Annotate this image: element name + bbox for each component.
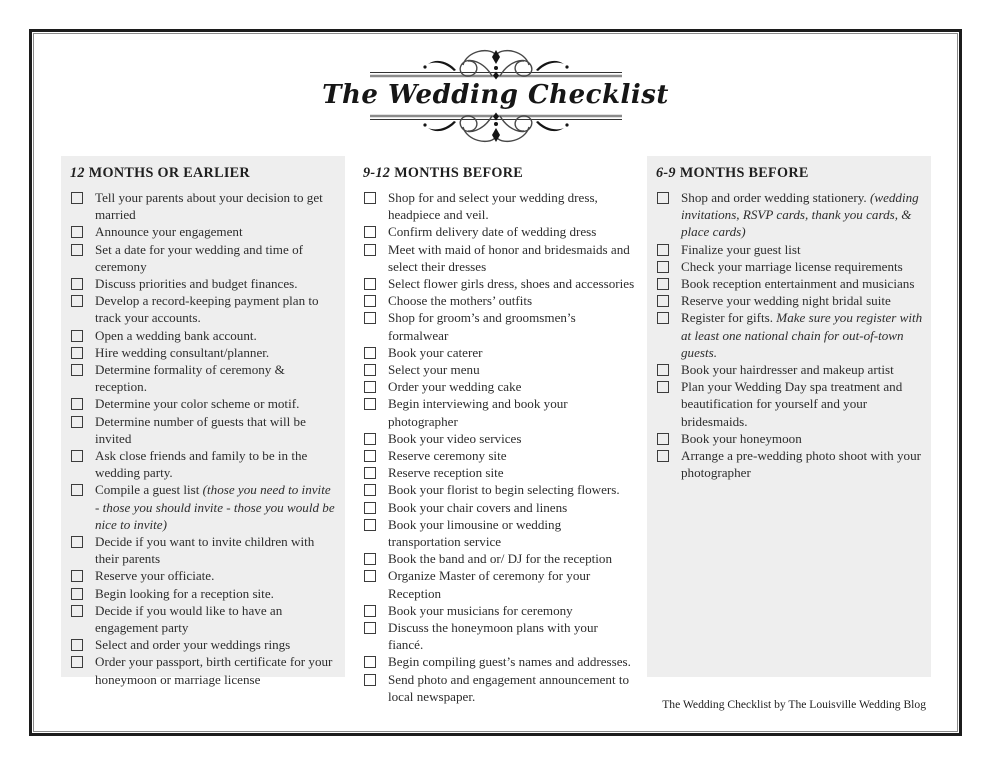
checkbox-icon[interactable] xyxy=(71,588,83,600)
item-text: Order your wedding cake xyxy=(388,379,522,395)
checklist-item xyxy=(69,241,337,275)
checkbox-icon[interactable] xyxy=(657,278,669,290)
checkbox-icon[interactable] xyxy=(364,450,376,462)
item-text: Book reception entertainment and musicians xyxy=(681,276,915,292)
item-text: Reserve ceremony site xyxy=(388,448,507,464)
heading-label: MONTHS BEFORE xyxy=(679,165,809,181)
checkbox-icon[interactable] xyxy=(364,278,376,290)
checklist-item xyxy=(362,653,635,670)
item-text: Order your passport, birth certificate for your honeymoon or marriage license xyxy=(95,654,333,687)
checklist-item xyxy=(69,481,337,533)
checklist-item xyxy=(69,653,337,687)
checklist-item xyxy=(362,292,635,309)
heading-label: MONTHS OR EARLIER xyxy=(88,165,250,181)
checklist-item xyxy=(655,309,923,361)
checklist-item xyxy=(362,241,635,275)
checklist-item xyxy=(69,361,337,395)
masthead xyxy=(322,45,669,147)
item-text: Book your limousine or wedding transportation service xyxy=(388,516,562,550)
checklist-item xyxy=(69,567,337,584)
footer-credit: The Wedding Checklist by The Louisville Wedding Blog xyxy=(662,698,926,711)
checkbox-icon[interactable] xyxy=(364,226,376,238)
item-text: Determine formality of ceremony & reception. xyxy=(95,362,285,395)
heading-number: 9-12 xyxy=(363,165,391,181)
checkbox-icon[interactable] xyxy=(364,433,376,445)
checkbox-icon[interactable] xyxy=(71,295,83,307)
checkbox-icon[interactable] xyxy=(657,450,669,462)
checkbox-icon[interactable] xyxy=(71,536,83,548)
checkbox-icon[interactable] xyxy=(71,226,83,238)
column-heading xyxy=(363,165,635,182)
checkbox-icon[interactable] xyxy=(71,347,83,359)
checklist-item xyxy=(362,516,635,550)
item-text: Decide if you would like to have an engagement party xyxy=(95,602,283,636)
checklist-item xyxy=(69,602,337,636)
checklist-item xyxy=(69,189,337,223)
item-text: Ask close friends and family to be in the wedding party. xyxy=(95,448,308,481)
checklist-item xyxy=(362,602,635,619)
checkbox-icon[interactable] xyxy=(657,381,669,393)
checklist-item xyxy=(362,619,635,653)
checklist-item xyxy=(69,636,337,653)
item-text: Discuss priorities and budget finances. xyxy=(95,276,298,292)
checklist-item xyxy=(655,361,923,378)
item-text: Decide if you want to invite children with their parents xyxy=(95,534,315,567)
checkbox-icon[interactable] xyxy=(364,244,376,256)
item-text: Select and order your weddings rings xyxy=(95,637,291,653)
checklist-item xyxy=(655,258,923,275)
checkbox-icon[interactable] xyxy=(71,416,83,428)
checkbox-icon[interactable] xyxy=(71,570,83,582)
checklist-item xyxy=(655,241,923,258)
item-text: Plan your Wedding Day spa treatment and beautification for yourself and your bridesmaids. xyxy=(681,379,903,429)
checkbox-icon[interactable] xyxy=(71,639,83,651)
column-heading xyxy=(70,165,337,182)
checklist-item xyxy=(655,378,923,430)
item-text: Book the band and or/ DJ for the reception xyxy=(388,551,612,567)
document-page xyxy=(29,29,962,736)
checklist-item xyxy=(362,430,635,447)
item-text: Select your menu xyxy=(388,362,480,378)
checkbox-icon[interactable] xyxy=(657,295,669,307)
item-text: Book your honeymoon xyxy=(681,430,802,446)
item-text: Arrange a pre-wedding photo shoot with your photographer xyxy=(681,448,921,481)
checkbox-icon[interactable] xyxy=(71,656,83,668)
item-text: Reserve your wedding night bridal suite xyxy=(681,293,891,309)
item-text: Choose the mothers’ outfits xyxy=(388,293,533,309)
checkbox-icon[interactable] xyxy=(657,364,669,376)
checkbox-icon[interactable] xyxy=(71,192,83,204)
checklist-item xyxy=(362,464,635,481)
checklist-item xyxy=(362,481,635,498)
checklist-items xyxy=(655,189,923,481)
item-text: Book your chair covers and linens xyxy=(388,499,568,515)
column-heading xyxy=(656,165,923,182)
item-text: Select flower girls dress, shoes and accessories xyxy=(388,276,635,292)
checkbox-icon[interactable] xyxy=(657,244,669,256)
item-text: Check your marriage license requirements xyxy=(681,258,903,274)
checkbox-icon[interactable] xyxy=(71,484,83,496)
checkbox-icon[interactable] xyxy=(364,570,376,582)
item-text: Reserve your officiate. xyxy=(95,568,215,584)
checklist-item xyxy=(655,430,923,447)
checklist-item xyxy=(362,189,635,223)
checkbox-icon[interactable] xyxy=(657,312,669,324)
item-text: Determine your color scheme or motif. xyxy=(95,396,300,412)
item-text: Discuss the honeymoon plans with your fiancé. xyxy=(388,620,598,653)
item-text: Shop for groom’s and groomsmen’s formalwear xyxy=(388,310,576,343)
item-text: Send photo and engagement announcement to local newspaper. xyxy=(388,671,630,704)
checkbox-icon[interactable] xyxy=(364,347,376,359)
item-text: Book your video services xyxy=(388,430,522,446)
checklist-item xyxy=(69,447,337,481)
heading-label: MONTHS BEFORE xyxy=(394,165,524,181)
checklist-item xyxy=(362,309,635,343)
item-text: Compile a guest list (those you need to invite - those you should invite - those you would be nice to invite) xyxy=(95,482,335,532)
item-text: Begin compiling guest’s names and addresses. xyxy=(388,654,631,670)
checklist-item xyxy=(362,275,635,292)
item-text: Finalize your guest list xyxy=(681,241,801,257)
checkbox-icon[interactable] xyxy=(364,605,376,617)
checkbox-icon[interactable] xyxy=(364,192,376,204)
item-text: Begin looking for a reception site. xyxy=(95,585,274,601)
document-title: The Wedding Checklist xyxy=(322,79,669,110)
checkbox-icon[interactable] xyxy=(657,433,669,445)
checkbox-icon[interactable] xyxy=(657,192,669,204)
checkbox-icon[interactable] xyxy=(364,519,376,531)
column-6-9-months-before xyxy=(647,156,931,677)
checkbox-icon[interactable] xyxy=(71,605,83,617)
checklist-items xyxy=(69,189,337,688)
checklist-item xyxy=(69,585,337,602)
checklist-item xyxy=(69,344,337,361)
checklist-items xyxy=(362,189,635,705)
checklist-item xyxy=(362,344,635,361)
checkbox-icon[interactable] xyxy=(364,553,376,565)
item-text: Begin interviewing and book your photographer xyxy=(388,396,568,429)
checkbox-icon[interactable] xyxy=(71,398,83,410)
item-text: Organize Master of ceremony for your Reception xyxy=(388,568,591,601)
checkbox-icon[interactable] xyxy=(364,674,376,686)
flourish-ornament-icon xyxy=(368,105,624,147)
checkbox-icon[interactable] xyxy=(364,502,376,514)
checkbox-icon[interactable] xyxy=(364,364,376,376)
checklist-item xyxy=(362,395,635,429)
checkbox-icon[interactable] xyxy=(364,484,376,496)
checklist-item xyxy=(69,533,337,567)
checklist-item xyxy=(655,275,923,292)
checkbox-icon[interactable] xyxy=(364,295,376,307)
item-text: Book your musicians for ceremony xyxy=(388,602,573,618)
item-text: Open a wedding bank account. xyxy=(95,327,257,343)
checklist-item xyxy=(362,378,635,395)
item-text: Shop and order wedding stationery. (wedding invitations, RSVP cards, thank you cards, & place cards) xyxy=(681,190,919,240)
heading-number: 12 xyxy=(70,165,85,181)
checkbox-icon[interactable] xyxy=(364,656,376,668)
checklist-item xyxy=(69,413,337,447)
checklist-item xyxy=(69,292,337,326)
checklist-item xyxy=(362,361,635,378)
item-text: Reserve reception site xyxy=(388,465,504,481)
checklist-item xyxy=(362,567,635,601)
checkbox-icon[interactable] xyxy=(71,450,83,462)
checkbox-icon[interactable] xyxy=(71,330,83,342)
checklist-item xyxy=(362,499,635,516)
column-12-months-or-earlier xyxy=(61,156,345,687)
item-text: Book your hairdresser and makeup artist xyxy=(681,362,894,378)
checklist-item xyxy=(655,189,923,241)
checkbox-icon[interactable] xyxy=(71,278,83,290)
checkbox-icon[interactable] xyxy=(364,312,376,324)
checklist-item xyxy=(362,671,635,705)
checklist-item xyxy=(69,223,337,240)
checklist-item xyxy=(69,327,337,344)
item-text: Announce your engagement xyxy=(95,224,243,240)
checklist-item xyxy=(655,292,923,309)
checkbox-icon[interactable] xyxy=(364,622,376,634)
item-text: Develop a record-keeping payment plan to track your accounts. xyxy=(95,293,319,326)
column-9-12-months-before xyxy=(354,156,643,704)
checkbox-icon[interactable] xyxy=(364,381,376,393)
checklist-item xyxy=(362,447,635,464)
item-text: Register for gifts. Make sure you register with at least one national chain for out-of-town guests. xyxy=(681,310,923,360)
heading-number: 6-9 xyxy=(656,165,676,181)
checkbox-icon[interactable] xyxy=(364,467,376,479)
item-text: Book your florist to begin selecting flowers. xyxy=(388,482,620,498)
item-text: Confirm delivery date of wedding dress xyxy=(388,224,597,240)
item-text: Book your caterer xyxy=(388,344,483,360)
checklist-item xyxy=(69,395,337,412)
checkbox-icon[interactable] xyxy=(71,244,83,256)
item-text: Meet with maid of honor and bridesmaids and select their dresses xyxy=(388,241,630,274)
checklist-item xyxy=(362,550,635,567)
checklist-item xyxy=(69,275,337,292)
item-text: Hire wedding consultant/planner. xyxy=(95,344,270,360)
checkbox-icon[interactable] xyxy=(364,398,376,410)
item-text: Determine number of guests that will be invited xyxy=(95,413,306,446)
item-text: Tell your parents about your decision to get married xyxy=(95,190,323,223)
item-text: Set a date for your wedding and time of ceremony xyxy=(95,241,303,274)
checkbox-icon[interactable] xyxy=(657,261,669,273)
checklist-item xyxy=(362,223,635,240)
item-text: Shop for and select your wedding dress, headpiece and veil. xyxy=(388,190,598,223)
checklist-item xyxy=(655,447,923,481)
checkbox-icon[interactable] xyxy=(71,364,83,376)
